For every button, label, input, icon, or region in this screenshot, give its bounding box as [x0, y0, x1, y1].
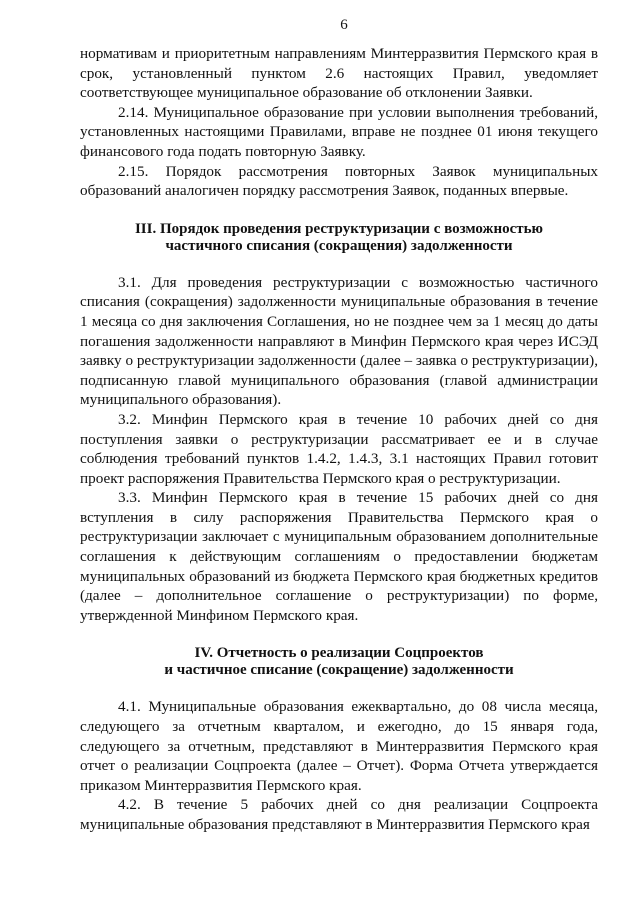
paragraph-2-15: 2.15. Порядок рассмотрения повторных Заявок муниципальных образований аналогичен порядку рассмотрения Заявок, поданных впервые. [80, 162, 598, 200]
paragraph-2-14: 2.14. Муниципальное образование при условии выполнения требований, установленных настоящими Правилами, вправе не позднее 01 июня текущего финансового года подать повторную Заявку. [80, 103, 598, 160]
section-4-heading [80, 645, 598, 679]
section-4-heading-line-1: IV. Отчетность о реализации Соцпроектов [194, 645, 484, 662]
paragraph-3-3: 3.3. Минфин Пермского края в течение 15 рабочих дней со дня вступления в силу распоряжения Правительства Пермского края о реструктуризации заключает с муниципальным образованием дополнительные соглашения к действующим соглашениям о предоставлении бюджетам муниципальных образований из бюджета Пермского края бюджетных кредитов (далее – дополнительное соглашение о реструктуризации) по форме, утвержденной Минфином Пермского края. [80, 489, 598, 624]
section-4-heading-line-2: и частичное списание (сокращение) задолженности [164, 662, 514, 679]
paragraph-4-2: 4.2. В течение 5 рабочих дней со дня реализации Соцпроекта муниципальные образования представляют в Минтерразвития Пермского края [80, 796, 598, 833]
section-3-heading [80, 221, 598, 255]
section-3-heading-line-1: III. Порядок проведения реструктуризации с возможностью [134, 220, 544, 237]
paragraph-3-1: 3.1. Для проведения реструктуризации с возможностью частичного списания (сокращения) задолженности муниципальные образования в течение 1 месяца со дня заключения Соглашения, но не позднее чем за 1 месяц до даты погашения задолженности направляют в Минфин Пермского края через ИСЭД заявку о реструктуризации задолженности (далее – заявка о реструктуризации), подписанную главой муниципального образования (главой администрации муниципального образования). [80, 273, 599, 409]
paragraph-3-2: 3.2. Минфин Пермского края в течение 10 рабочих дней со дня поступления заявки о реструктуризации рассматривает ее и в случае соблюдения требований пунктов 1.4.2, 1.4.3, 3.1 настоящих Правил готовит проект распоряжения Правительства Пермского края о реструктуризации. [80, 410, 598, 487]
section-3-heading-line-2: частичного списания (сокращения) задолженности [165, 237, 513, 254]
page-number: 6 [340, 17, 348, 33]
paragraph-4-1: 4.1. Муниципальные образования ежеквартально, до 08 числа месяца, следующего за отчетным кварталом, и ежегодно, до 15 января года, следующего за отчетным, представляют в Минтерразвития Пермского края отчет о реализации Соцпроекта (далее – Отчет). Форма Отчета утверждается приказом Минтерразвития Пермского края. [80, 698, 598, 794]
paragraph-2-13-continued: нормативам и приоритетным направлениям Минтерразвития Пермского края в срок, установленный пунктом 2.6 настоящих Правил, уведомляет соответствующее муниципальное образование об отклонении Заявки. [80, 45, 598, 102]
